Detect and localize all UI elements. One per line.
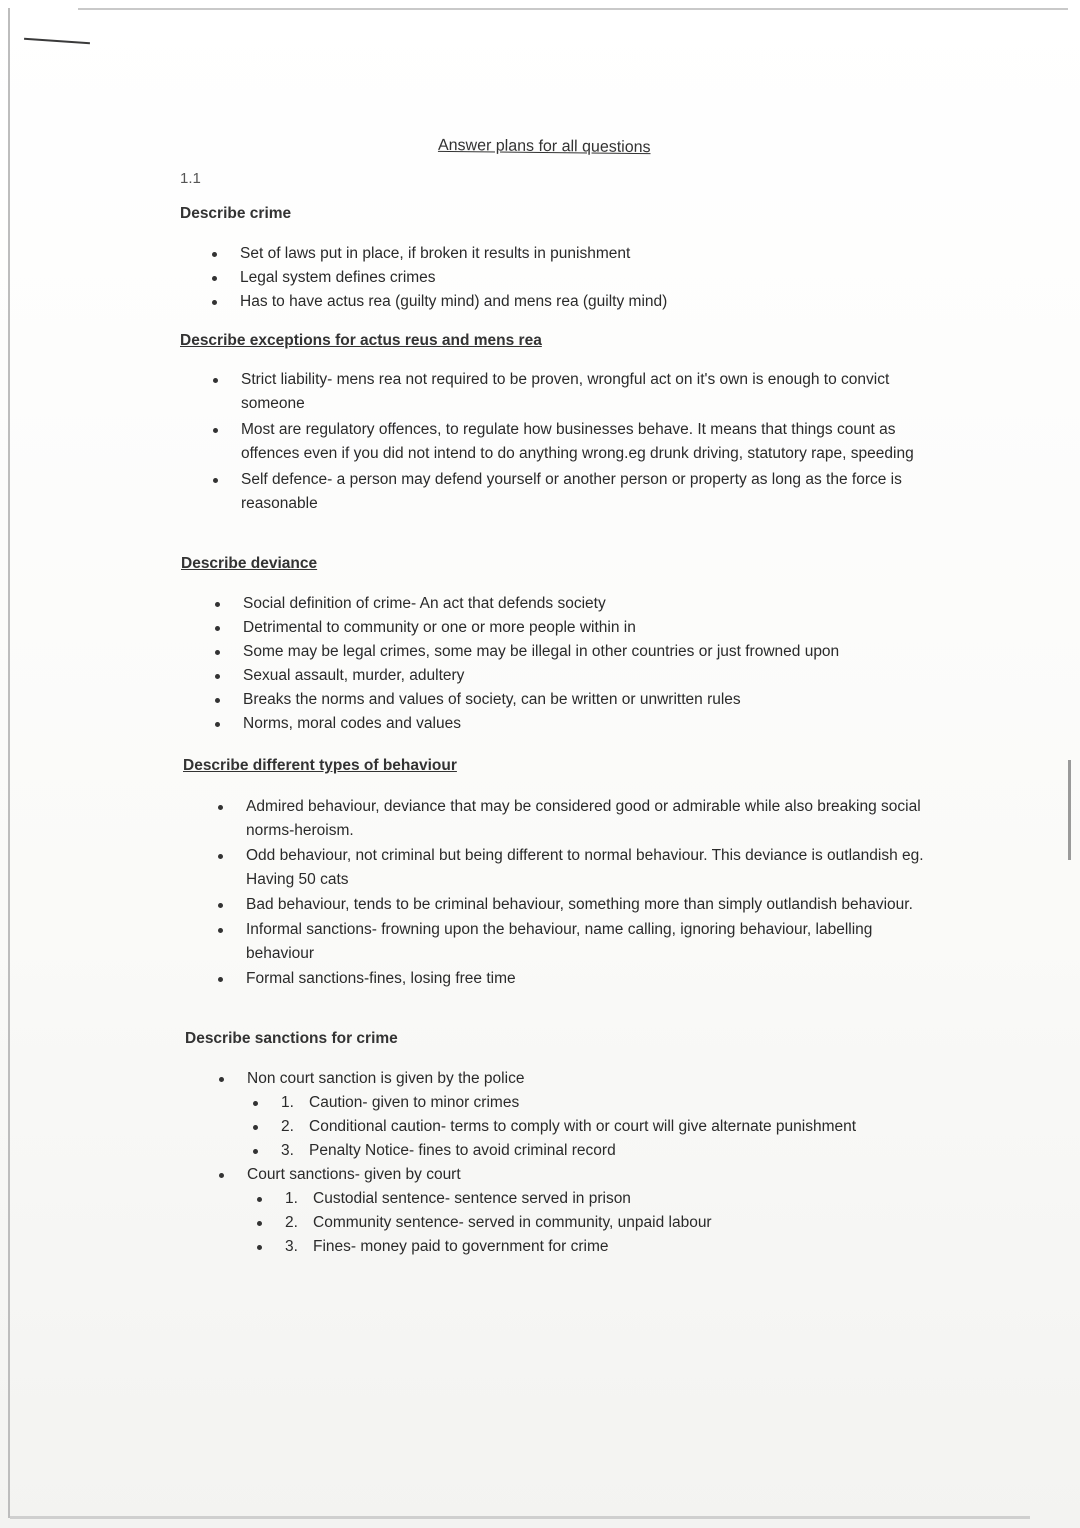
- item-number: 2.: [285, 1214, 298, 1231]
- behaviour-list: [246, 795, 926, 991]
- list-item: Admired behaviour, deviance that may be considered good or admirable while also breaking social norms-heroism.: [246, 795, 926, 843]
- corner-mark: [24, 38, 90, 45]
- list-item: Social definition of crime- An act that defends society: [243, 592, 933, 616]
- non-court-numbered-list: [281, 1091, 921, 1163]
- list-item-non-court: [247, 1067, 887, 1163]
- heading-describe-behaviour: Describe different types of behaviour: [183, 757, 457, 774]
- item-number: 2.: [281, 1118, 294, 1135]
- court-numbered-list: [285, 1187, 925, 1259]
- numbered-item: [281, 1091, 921, 1115]
- item-number: 3.: [281, 1142, 294, 1159]
- page-edge-top: [78, 8, 1068, 10]
- item-number: 3.: [285, 1238, 298, 1255]
- non-court-label: Non court sanction is given by the police: [247, 1070, 525, 1087]
- list-item: Norms, moral codes and values: [243, 712, 933, 736]
- list-item: Detrimental to community or one or more people within in: [243, 616, 933, 640]
- list-item: Strict liability- mens rea not required to be proven, wrongful act on it's own is enough to convict someone: [241, 368, 921, 416]
- exceptions-list: [241, 368, 921, 516]
- item-text: Custodial sentence- sentence served in prison: [313, 1190, 631, 1207]
- item-text: Conditional caution- terms to comply with or court will give alternate punishment: [309, 1118, 857, 1135]
- court-label: Court sanctions- given by court: [247, 1166, 461, 1183]
- heading-describe-exceptions: Describe exceptions for actus reus and mens rea: [180, 332, 542, 349]
- page-edge-left: [8, 8, 10, 1518]
- list-item: Sexual assault, murder, adultery: [243, 664, 933, 688]
- numbered-item: [285, 1235, 925, 1259]
- item-number: 1.: [281, 1094, 294, 1111]
- sanctions-list: [247, 1067, 887, 1259]
- heading-describe-crime: Describe crime: [180, 205, 292, 222]
- crime-list: [240, 242, 940, 314]
- numbered-item: [281, 1139, 921, 1163]
- list-item: Legal system defines crimes: [240, 266, 940, 290]
- list-item: Formal sanctions-fines, losing free time: [246, 967, 926, 991]
- list-item: Set of laws put in place, if broken it results in punishment: [240, 242, 940, 266]
- list-item: Has to have actus rea (guilty mind) and mens rea (guilty mind): [240, 290, 940, 314]
- item-number: 1.: [285, 1190, 298, 1207]
- page-edge-bottom: [10, 1516, 1030, 1519]
- list-item: Most are regulatory offences, to regulate how businesses behave. It means that things count as offences even if you did not intend to do anything wrong.eg drunk driving, statutory rape, speeding: [241, 418, 921, 466]
- list-item-court: [247, 1163, 887, 1259]
- item-text: Community sentence- served in community, unpaid labour: [313, 1214, 712, 1231]
- list-item: Breaks the norms and values of society, can be written or unwritten rules: [243, 688, 933, 712]
- item-text: Fines- money paid to government for crime: [313, 1238, 609, 1255]
- list-item: Odd behaviour, not criminal but being different to normal behaviour. This deviance is outlandish eg. Having 50 cats: [246, 844, 926, 892]
- list-item: Self defence- a person may defend yourself or another person or property as long as the force is reasonable: [241, 468, 921, 516]
- item-text: Penalty Notice- fines to avoid criminal record: [309, 1142, 616, 1159]
- numbered-item: [285, 1211, 925, 1235]
- list-item: Some may be legal crimes, some may be illegal in other countries or just frowned upon: [243, 640, 933, 664]
- numbered-item: [285, 1187, 925, 1211]
- heading-describe-deviance: Describe deviance: [181, 555, 318, 572]
- heading-describe-sanctions: Describe sanctions for crime: [185, 1030, 398, 1047]
- numbered-item: [281, 1115, 921, 1139]
- item-text: Caution- given to minor crimes: [309, 1094, 520, 1111]
- deviance-list: [243, 592, 933, 736]
- page-edge-right: [1068, 760, 1071, 860]
- document-title: Answer plans for all questions: [437, 136, 651, 157]
- list-item: Informal sanctions- frowning upon the behaviour, name calling, ignoring behaviour, labelling behaviour: [246, 918, 926, 966]
- question-number: 1.1: [180, 170, 201, 187]
- list-item: Bad behaviour, tends to be criminal behaviour, something more than simply outlandish behaviour.: [246, 893, 926, 917]
